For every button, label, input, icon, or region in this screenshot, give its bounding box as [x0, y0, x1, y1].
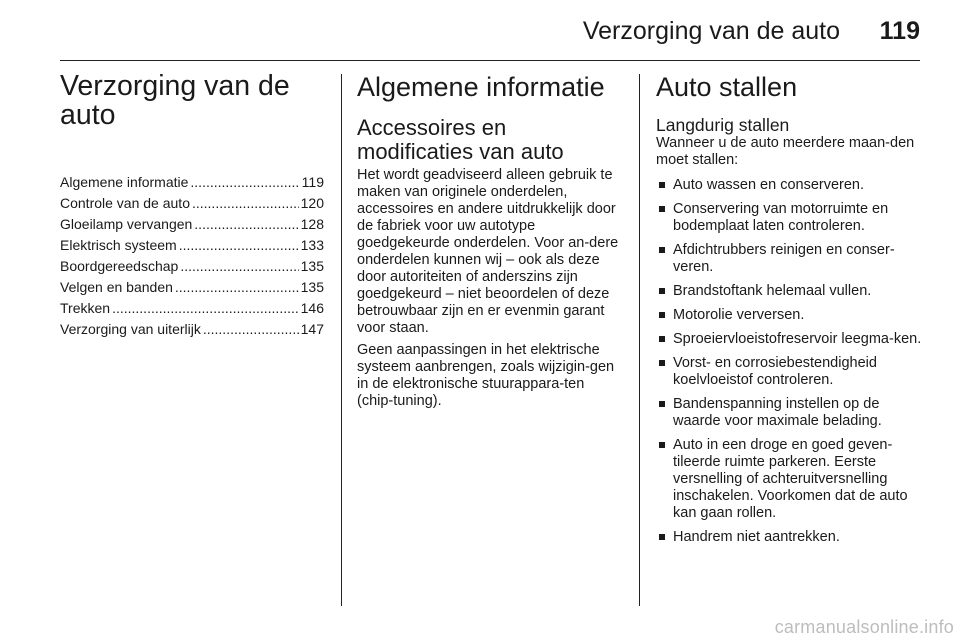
column-divider-2 — [639, 74, 640, 606]
toc-label: Controle van de auto — [60, 195, 190, 211]
list-item: Bandenspanning instellen op de waarde voor maximale belading. — [656, 396, 922, 430]
toc-entry-elektrisch-systeem[interactable] — [60, 235, 324, 256]
toc-leader — [177, 235, 299, 256]
running-title: Verzorging van de auto — [582, 17, 840, 45]
toc-page: 146 — [300, 300, 324, 316]
toc-entry-controle-van-de-auto[interactable] — [60, 193, 324, 214]
toc-label: Algemene informatie — [60, 174, 189, 190]
toc-entry-verzorging-van-uiterlijk[interactable] — [60, 319, 324, 340]
toc-page: 135 — [300, 279, 324, 295]
chapter-title-line-2: auto — [60, 99, 116, 131]
toc-label: Boordgereedschap — [60, 258, 179, 274]
toc-label: Verzorging van uiterlijk — [60, 321, 201, 337]
column-divider-1 — [341, 74, 342, 606]
toc-page: 133 — [300, 237, 324, 253]
toc-page: 119 — [301, 174, 324, 190]
subsection-heading: Langdurig stallen — [656, 115, 790, 135]
toc-label: Trekken — [60, 300, 111, 316]
toc-leader — [178, 256, 298, 277]
toc-label: Velgen en banden — [60, 279, 173, 295]
list-item: Vorst- en corrosiebestendigheid koelvloeistof controleren. — [656, 355, 922, 389]
toc-page: 135 — [300, 258, 324, 274]
subsection-heading-line-1: Accessoires en — [357, 115, 507, 140]
toc-entry-trekken[interactable] — [60, 298, 324, 319]
body-paragraph-2: Geen aanpassingen in het elektrische systeem aanbrengen, zoals wijzigin-gen in de elektronische stuurappara-ten (chip-tuning). — [357, 342, 615, 409]
list-item: Handrem niet aantrekken. — [656, 529, 922, 546]
toc-page: 128 — [300, 216, 324, 232]
body-paragraph-1: Het wordt geadviseerd alleen gebruik te maken van originele onderdelen, accessoires en andere uitdrukkelijk door de fabriek voor uw autotype goedgekeurde onderdelen. Voor an-dere onderdelen kunnen wij – ook als deze door autoriteiten of anderszins zijn goedgekeurd – niet beoordelen of deze betrouwbaar zijn en er evenmin garant voor staan. — [357, 167, 619, 336]
toc-entry-velgen-en-banden[interactable] — [60, 277, 324, 298]
toc-page: 120 — [300, 195, 324, 211]
toc-entry-algemene-informatie[interactable] — [60, 172, 324, 193]
toc-leader — [188, 172, 299, 193]
section-heading: Algemene informatie — [357, 72, 605, 102]
page-number: 119 — [879, 17, 920, 45]
intro-paragraph: Wanneer u de auto meerdere maan-den moet stallen: — [656, 135, 915, 168]
list-item: Conservering van motorruimte en bodemplaat laten controleren. — [656, 201, 922, 235]
left-column — [60, 72, 324, 606]
list-item: Auto in een droge en goed geven-tileerde ruimte parkeren. Eerste versnelling of achteruitversnelling inschakelen. Voorkomen dat de auto kan gaan rollen. — [656, 437, 922, 522]
toc-leader — [110, 298, 299, 319]
chapter-title-line-1: Verzorging van de — [60, 70, 290, 102]
toc-entry-gloeilamp-vervangen[interactable] — [60, 214, 324, 235]
list-item: Auto wassen en conserveren. — [656, 177, 922, 194]
subsection-heading — [357, 116, 623, 164]
toc-leader — [192, 214, 298, 235]
toc-leader — [201, 319, 299, 340]
subsection-heading-line-2: modificaties van auto — [357, 139, 564, 164]
section-heading: Auto stallen — [656, 72, 798, 102]
watermark: carmanualsonline.info — [774, 617, 954, 637]
toc-entry-boordgereedschap[interactable] — [60, 256, 324, 277]
chapter-title — [60, 72, 324, 130]
list-item: Motorolie verversen. — [656, 307, 922, 324]
storage-checklist — [656, 177, 922, 546]
table-of-contents — [60, 172, 324, 340]
right-column — [656, 72, 922, 606]
list-item: Sproeiervloeistofreservoir leegma-ken. — [656, 331, 922, 348]
middle-column — [357, 72, 623, 606]
list-item: Afdichtrubbers reinigen en conser-veren. — [656, 242, 922, 276]
toc-label: Elektrisch systeem — [60, 237, 177, 253]
toc-label: Gloeilamp vervangen — [60, 216, 193, 232]
list-item: Brandstoftank helemaal vullen. — [656, 283, 922, 300]
toc-page: 147 — [300, 321, 324, 337]
page-header — [60, 12, 920, 61]
toc-leader — [173, 277, 299, 298]
toc-leader — [190, 193, 299, 214]
